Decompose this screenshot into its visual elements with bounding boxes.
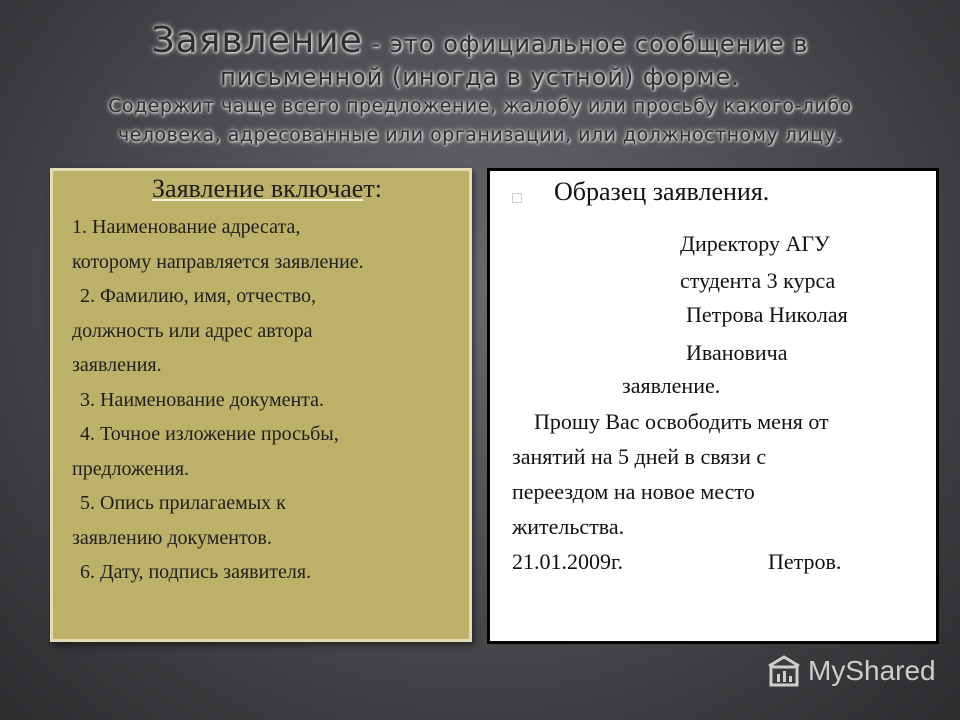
slide-title (40, 20, 920, 149)
contents-item: 2. Фамилию, имя, отчество, (80, 285, 317, 307)
sample-surname-name: Петрова Николая (686, 302, 848, 327)
title-line-1 (40, 20, 920, 61)
title-line-2: письменной (иногда в устной) форме. (220, 63, 740, 91)
bullet-icon (512, 193, 522, 203)
sample-student: студента 3 курса (680, 268, 836, 293)
contents-heading (72, 174, 462, 204)
contents-heading-rest: т: (363, 174, 382, 203)
myshared-logo-icon (766, 654, 802, 688)
contents-item: 1. Наименование адресата, (72, 216, 301, 238)
sample-body-line: занятий на 5 дней в связи с (512, 444, 767, 469)
title-line1-rest: - это официальное сообщение в (362, 30, 809, 58)
sample-date: 21.01.2009г. (512, 549, 624, 574)
sample-body-line: Прошу Вас освободить меня от (534, 409, 829, 434)
sample-title: Образец заявления. (554, 177, 770, 206)
contents-item: заявления. (72, 354, 162, 376)
contents-item: заявлению документов. (72, 526, 272, 549)
title-word: Заявление (151, 20, 363, 61)
myshared-watermark (766, 654, 936, 688)
title-line-4: человека, адресованные или организации, или должностному лицу. (117, 124, 843, 146)
sample-patronymic: Ивановича (686, 340, 788, 365)
sample-body-line: переездом на новое место (512, 479, 755, 504)
contents-item: 5. Опись прилагаемых к (80, 492, 286, 514)
contents-item: должность или адрес автора (72, 319, 313, 342)
contents-item: 3. Наименование документа. (80, 388, 325, 411)
sample-addressee: Директору АГУ (680, 231, 830, 256)
sample-doc-type: заявление. (622, 373, 721, 398)
contents-item: предложения. (72, 457, 190, 480)
watermark-text: MyShared (808, 655, 936, 686)
title-line-3: Содержит чаще всего предложение, жалобу или просьбу какого-либо (108, 95, 852, 117)
contents-heading-underlined: Заявление включае (152, 174, 364, 203)
contents-item: 6. Дату, подпись заявителя. (80, 561, 312, 583)
sample-body-line: жительства. (512, 514, 625, 539)
contents-panel (50, 168, 472, 642)
sample-panel (487, 168, 939, 644)
contents-item: 4. Точное изложение просьбы, (80, 423, 339, 445)
contents-item: которому направляется заявление. (72, 250, 364, 273)
sample-signature: Петров. (768, 549, 842, 574)
